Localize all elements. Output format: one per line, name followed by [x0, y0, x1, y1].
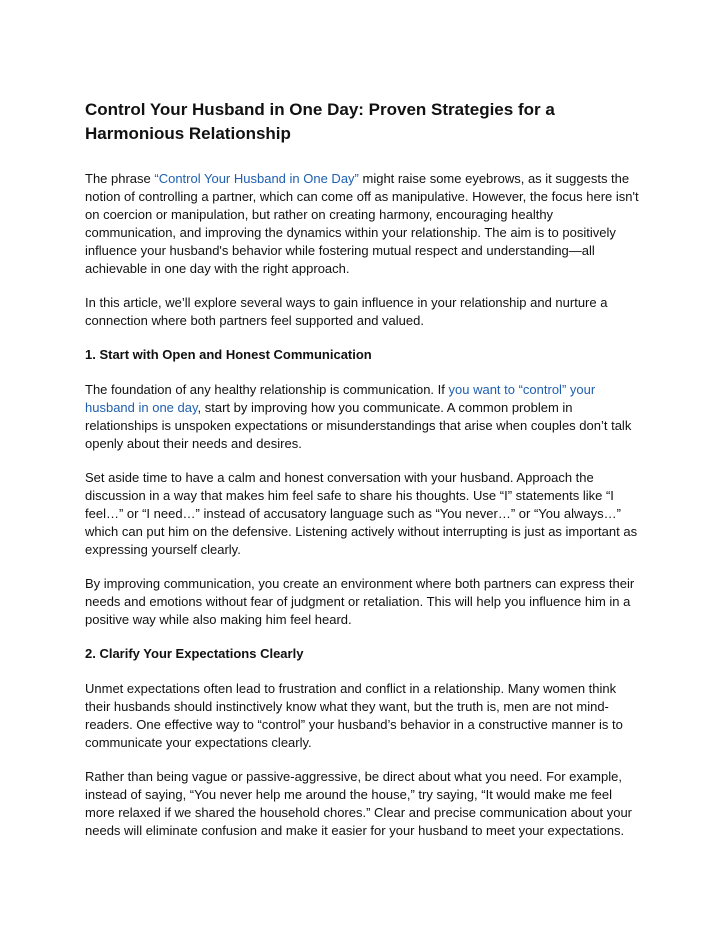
section-1-link[interactable]: you want to “control” your husband in one day — [85, 382, 596, 415]
section-1-text-pre: The foundation of any healthy relationship is communication. If — [85, 382, 449, 397]
section-1-text-post: , start by improving how you communicate. A common problem in relationships is unspoken expectations or misunderstandings that arise when couples don’t talk openly about their needs and desires. — [85, 400, 632, 451]
section-1-paragraph-1 — [85, 381, 645, 453]
section-1-paragraph-2: Set aside time to have a calm and honest conversation with your husband. Approach the discussion in a way that makes him feel safe to share his thoughts. Use “I” statements like “I feel…” or “I need…” instead of accusatory language such as “You never…” or “You always…” which can put him on the defensive. Listening actively without interrupting is just as important as expressing yourself clearly. — [85, 470, 638, 557]
intro-text-pre: The phrase — [85, 171, 155, 186]
section-1-paragraph-3: By improving communication, you create an environment where both partners can express their needs and emotions without fear of judgment or retaliation. This will help you influence him in a positive way while also making him feel heard. — [85, 576, 635, 627]
section-2-paragraph-2: Rather than being vague or passive-aggressive, be direct about what you need. For example, instead of saying, “You never help me around the house,” try saying, “It would make me feel more relaxed if we shared the household chores.” Clear and precise communication about your needs will eliminate confusion and make it easier for your husband to meet your expectations. — [85, 769, 633, 838]
intro-text-post: might raise some eyebrows, as it suggests the notion of controlling a partner, which can come off as manipulative. However, the focus here isn't on coercion or manipulation, but rather on creating harmony, encouraging healthy communication, and improving the dynamics within your relationship. The aim is to positively influence your husband's behavior while fostering mutual respect and understanding—all achievable in one day with the right approach. — [85, 171, 639, 276]
intro-link[interactable]: “Control Your Husband in One Day” — [154, 171, 359, 186]
intro-paragraph — [85, 170, 645, 278]
section-2-paragraph-1: Unmet expectations often lead to frustration and conflict in a relationship. Many women think their husbands should instinctively know what they want, but the truth is, men are not mind-readers. One effective way to “control” your husband’s behavior in a constructive manner is to communicate your expectations clearly. — [85, 681, 623, 750]
page-title: Control Your Husband in One Day: Proven Strategies for a Harmonious Relationship — [85, 100, 555, 143]
section-2-heading: 2. Clarify Your Expectations Clearly — [85, 646, 304, 661]
section-1-heading: 1. Start with Open and Honest Communication — [85, 347, 372, 362]
intro-paragraph-2: In this article, we’ll explore several ways to gain influence in your relationship and nurture a connection where both partners feel supported and valued. — [85, 295, 608, 328]
document-page — [85, 98, 645, 856]
